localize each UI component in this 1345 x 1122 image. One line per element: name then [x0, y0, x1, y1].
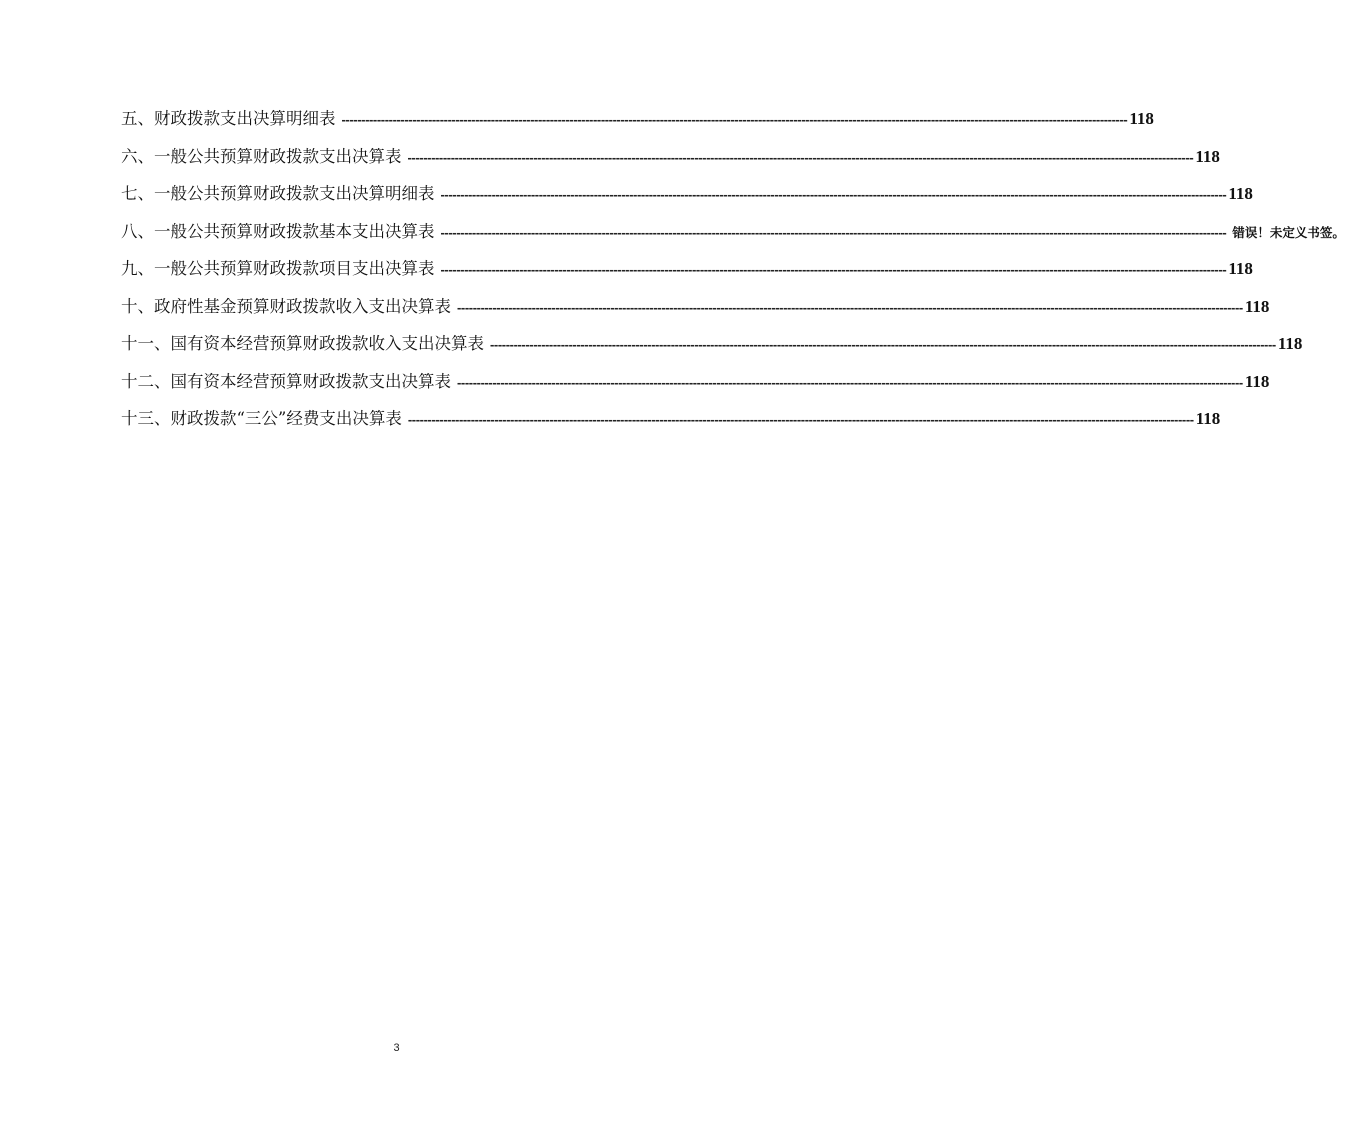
toc-entry-page-error: 错误！未定义书签。 [1232, 224, 1345, 240]
toc-entry-title: 五、财政拨款支出决算明细表 [121, 109, 336, 128]
toc-entry[interactable] [121, 219, 1345, 257]
toc-entry[interactable] [121, 331, 1303, 369]
toc-entry-title: 十一、国有资本经营预算财政拨款收入支出决算表 [121, 334, 484, 353]
toc-dot-leader: -------------------------------------------------------------------------------------------------------------------------------------------------------------------------------------------------------- [490, 337, 1276, 352]
toc-dot-leader: -------------------------------------------------------------------------------------------------------------------------------------------------------------------------------------------------------- [407, 149, 1194, 165]
toc-entry-title: 十三、财政拨款“三公”经费支出决算表 [121, 409, 402, 428]
toc-entry[interactable] [121, 181, 1253, 219]
toc-entry-title: 六、一般公共预算财政拨款支出决算表 [121, 146, 402, 166]
toc-entry-page: 118 [1195, 409, 1221, 428]
page-number: 3 [393, 1042, 400, 1054]
table-of-contents [121, 106, 1345, 444]
toc-entry-page: 118 [1228, 259, 1253, 278]
toc-entry[interactable] [121, 256, 1253, 294]
toc-dot-leader: -------------------------------------------------------------------------------------------------------------------------------------------------------------------------------------------------------- [341, 112, 1128, 127]
toc-entry-title: 九、一般公共预算财政拨款项目支出决算表 [121, 259, 435, 278]
toc-entry-page: 118 [1228, 184, 1253, 203]
toc-entry-page: 118 [1195, 146, 1220, 166]
toc-dot-leader: -------------------------------------------------------------------------------------------------------------------------------------------------------------------------------------------------------- [440, 187, 1227, 202]
toc-entry-page: 118 [1244, 371, 1270, 391]
toc-entry-title: 十二、国有资本经营预算财政拨款支出决算表 [121, 371, 451, 391]
toc-entry-title: 十、政府性基金预算财政拨款收入支出决算表 [121, 296, 451, 316]
toc-entry[interactable] [121, 369, 1270, 407]
toc-entry-title: 八、一般公共预算财政拨款基本支出决算表 [121, 221, 435, 241]
toc-dot-leader: -------------------------------------------------------------------------------------------------------------------------------------------------------------------------------------------------------- [457, 299, 1243, 315]
toc-dot-leader: -------------------------------------------------------------------------------------------------------------------------------------------------------------------------------------------------------- [407, 412, 1194, 427]
toc-dot-leader: -------------------------------------------------------------------------------------------------------------------------------------------------------------------------------------------------------- [440, 224, 1227, 240]
toc-dot-leader: -------------------------------------------------------------------------------------------------------------------------------------------------------------------------------------------------------- [457, 374, 1243, 390]
toc-entry-page: 118 [1277, 334, 1303, 353]
toc-entry-title: 七、一般公共预算财政拨款支出决算明细表 [121, 184, 435, 203]
toc-dot-leader: -------------------------------------------------------------------------------------------------------------------------------------------------------------------------------------------------------- [440, 262, 1227, 277]
toc-entry[interactable] [121, 106, 1154, 144]
toc-entry[interactable] [121, 406, 1221, 444]
toc-entry[interactable] [121, 294, 1270, 332]
toc-entry-page: 118 [1244, 296, 1270, 316]
toc-entry[interactable] [121, 144, 1220, 182]
toc-entry-page: 118 [1129, 109, 1154, 128]
